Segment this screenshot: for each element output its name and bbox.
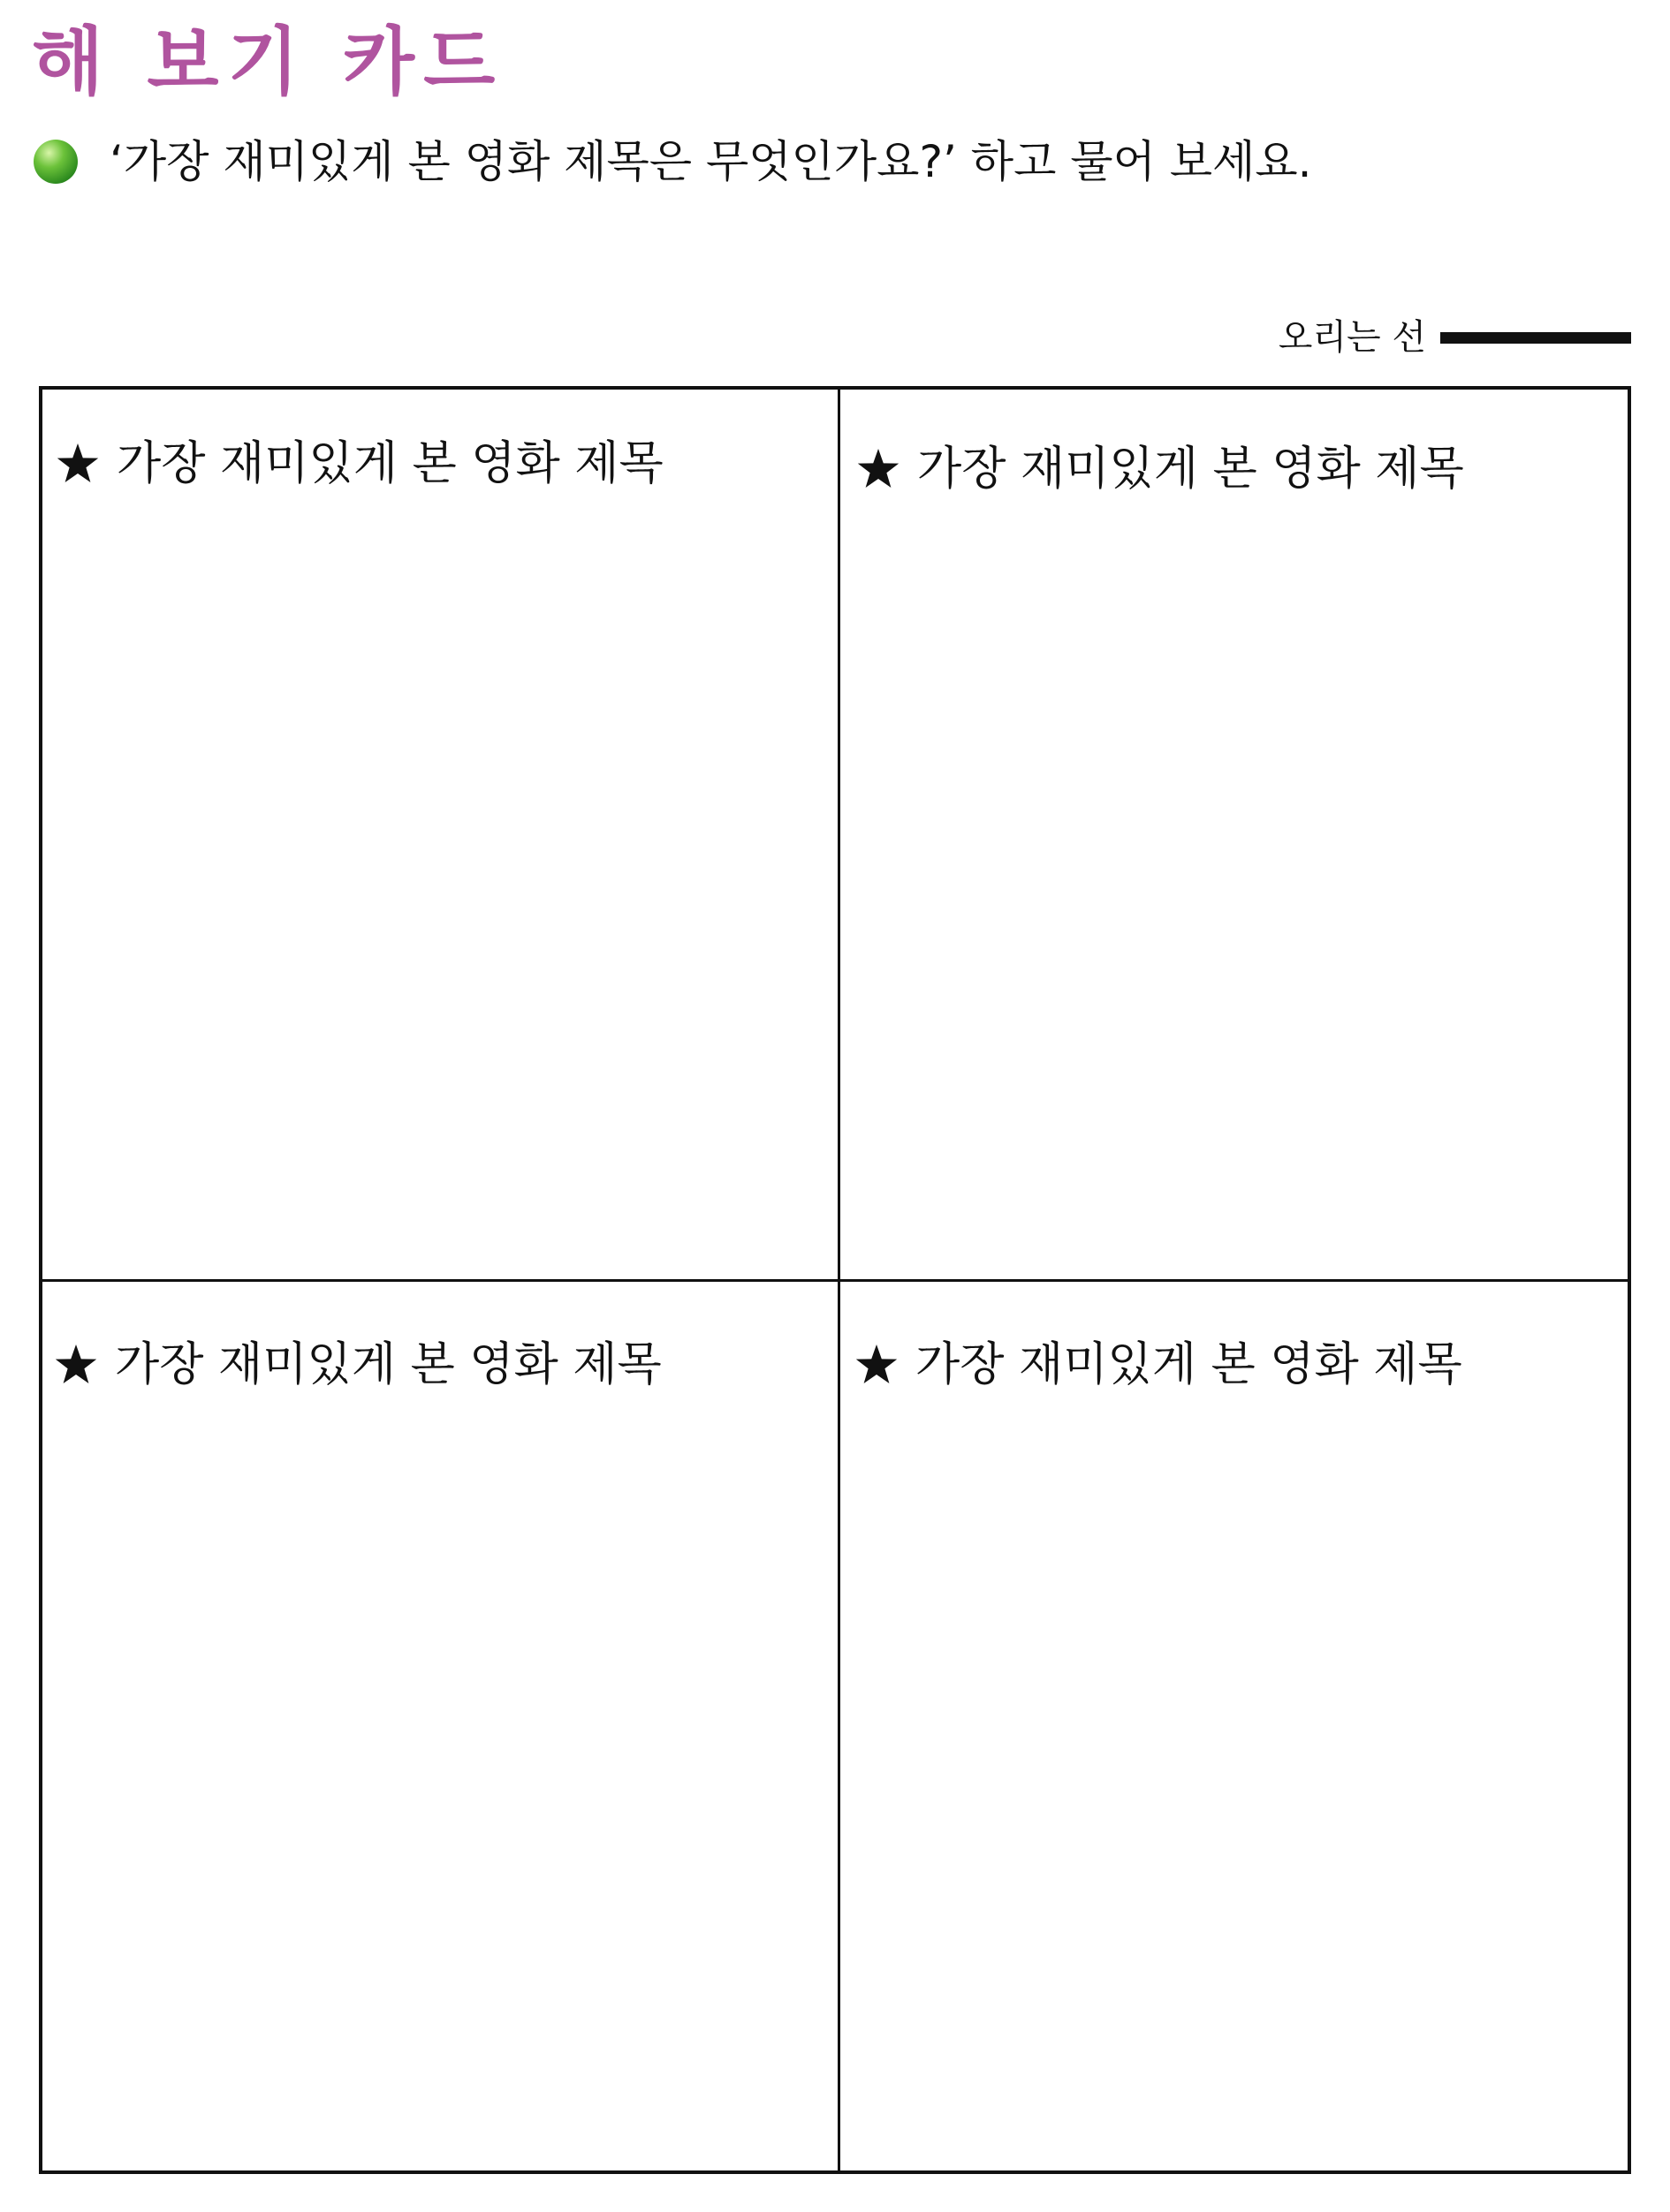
card-grid: [39, 386, 1631, 2174]
green-ball-icon: [34, 140, 78, 184]
cut-line-bar: [1440, 332, 1631, 344]
star-icon: [55, 1345, 97, 1385]
card-1-label: [57, 437, 664, 490]
card-4-text: 가장 재미있게 본 영화 제목: [915, 1338, 1462, 1391]
instruction: [34, 136, 1312, 187]
instruction-text: ‘가장 재미있게 본 영화 제목은 무엇인가요?’ 하고 물어 보세요.: [110, 136, 1312, 187]
star-icon: [855, 1345, 898, 1385]
star-icon: [57, 443, 99, 484]
page-title: 해 보기 카드: [32, 19, 505, 105]
cut-line-label: 오리는 선: [1278, 317, 1426, 358]
card-1-text: 가장 재미있게 본 영화 제목: [117, 437, 664, 490]
card-4-label: [855, 1338, 1462, 1391]
card-2-text: 가장 재미있게 본 영화 제목: [917, 443, 1464, 496]
card-3-label: [55, 1338, 662, 1391]
card-3-text: 가장 재미있게 본 영화 제목: [115, 1338, 662, 1391]
card-2-label: [857, 443, 1464, 496]
horizontal-cut-line: [42, 1279, 1628, 1282]
star-icon: [857, 449, 900, 489]
cut-line-indicator: [1278, 317, 1631, 358]
